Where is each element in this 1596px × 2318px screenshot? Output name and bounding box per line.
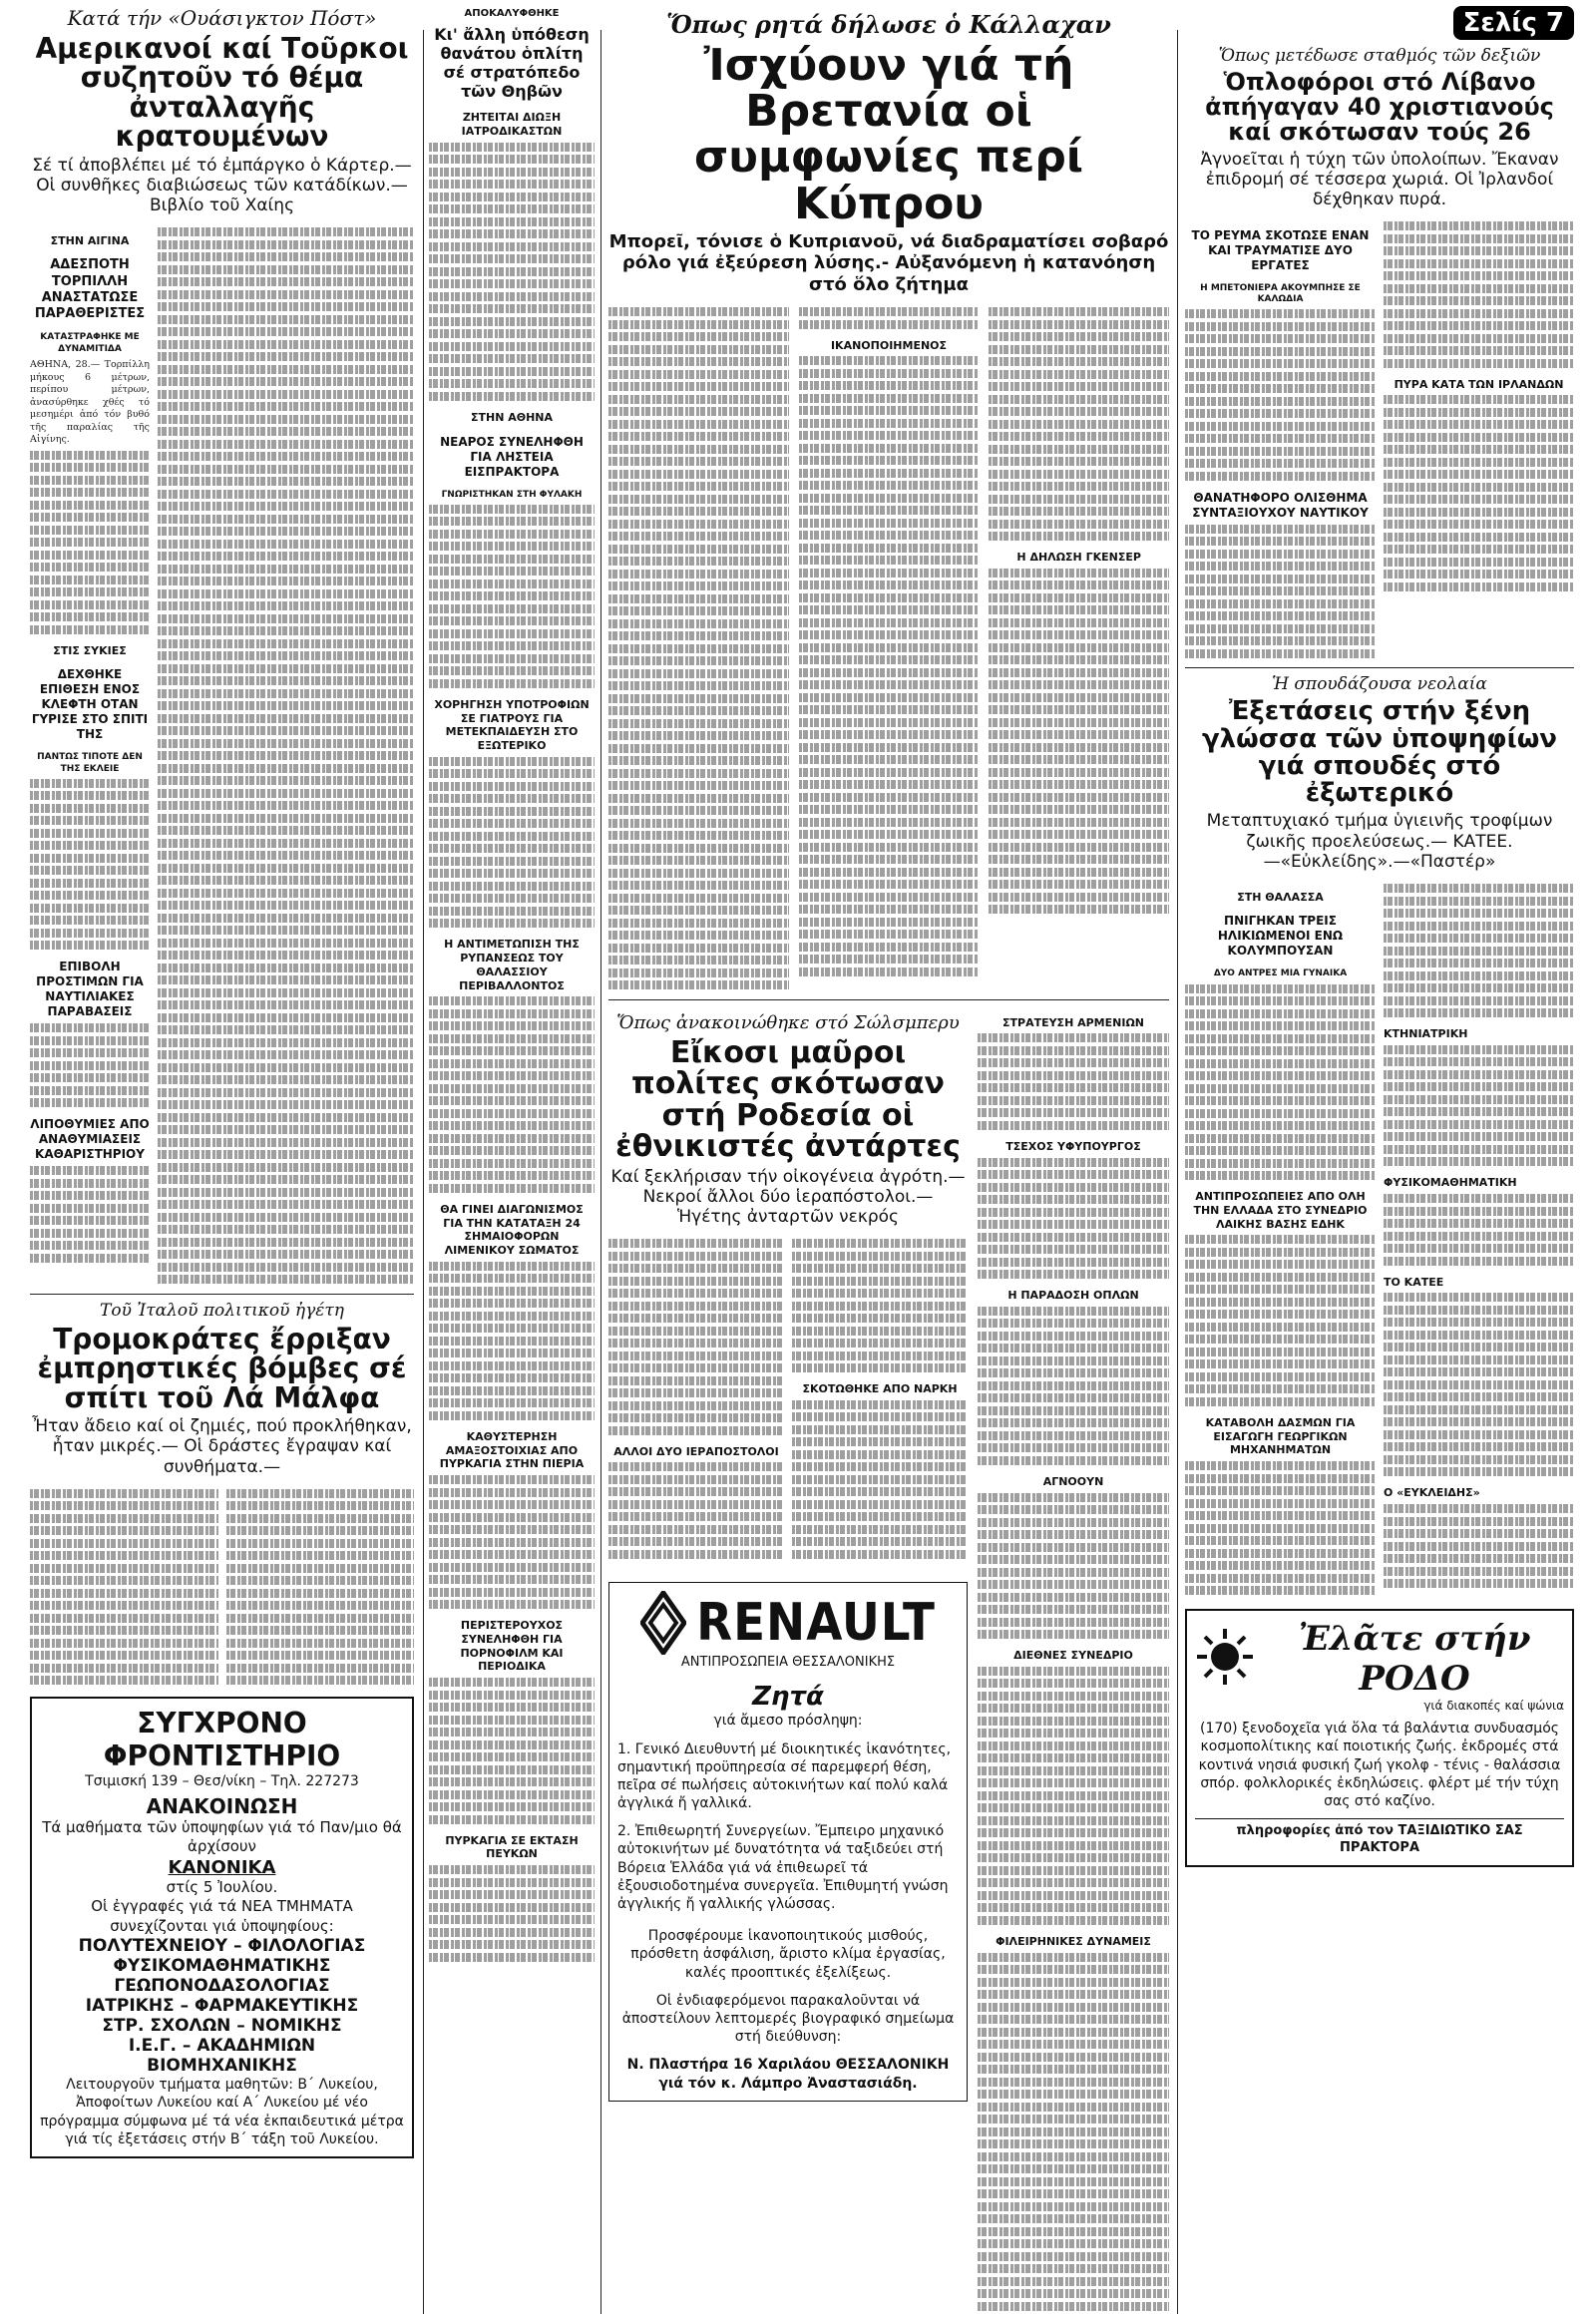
section-headline: ΔΕΧΘΗΚΕ ΕΠΙΘΕΣΗ ΕΝΟΣ ΚΛΕΦΤΗ ΟΤΑΝ ΓΥΡΙΣΕ ΣΤΟ ΣΠΙΤΙ ΤΗΣ	[31, 667, 149, 742]
section-heading: ΚΤΗΝΙΑΤΡΙΚΗ	[1384, 1027, 1468, 1041]
section-heading: ΣΤΗΝ ΑΙΓΙΝΑ	[50, 233, 130, 247]
article-headline: Ὁπλοφόροι στό Λίβανο ἀπήγαγαν 40 χριστιανούς καί σκότωσαν τούς 26	[1205, 68, 1554, 147]
text-block	[1185, 881, 1376, 1599]
article-headline: Κι' ἄλλη ὑπόθεση θανάτου ὁπλίτη σέ στρατόπεδο τῶν Θηβῶν	[434, 24, 590, 102]
section-heading: ΣΚΟΤΩΘΗΚΕ ΑΠΟ ΝΑΡΚΗ	[802, 1382, 958, 1396]
ad-address: Ν. Πλαστήρα 16 Χαριλάου ΘΕΣΣΑΛΟΝΙΚΗ γιά τόν κ. Λάμπρο Ἀναστασιάδη.	[626, 2057, 950, 2092]
section-subhead: Η ΜΠΕΤΟΝΙΕΡΑ ΑΚΟΥΜΠΗΣΕ ΣΕ ΚΑΛΩΔΙΑ	[1200, 282, 1361, 304]
section-subhead: ΠΑΝΤΩΣ ΤΙΠΟΤΕ ΔΕΝ ΤΗΣ ΕΚΛΕΙΕ	[37, 752, 143, 774]
section-headline: Η ΑΝΤΙΜΕΤΩΠΙΣΗ ΤΗΣ ΡΥΠΑΝΣΕΩΣ ΤΟΥ ΘΑΛΑΣΣΙΟΥ ΠΕΡΙΒΑΛΛΟΝΤΟΣ	[444, 938, 580, 992]
section-heading: Η ΔΗΛΩΣΗ ΓΚΕΝΣΕΡ	[1016, 551, 1141, 565]
section-heading: ΖΗΤΕΙΤΑΙ ΔΙΩΞΗ ΙΑΤΡΟΔΙΚΑΣΤΩΝ	[461, 111, 563, 138]
text-block	[429, 1865, 595, 1962]
section-headline: ΠΕΡΙΣΤΕΡΟΥΧΟΣ ΣΥΝΕΛΗΦΘΗ ΓΙΑ ΠΟΡΝΟΦΙΛΜ ΚΑΙ ΠΕΡΙΟΔΙΚΑ	[460, 1619, 564, 1674]
ad-seek: Ζητά	[752, 1682, 824, 1713]
text-block	[608, 304, 789, 993]
text-block	[989, 304, 1169, 993]
article-body: ΑΘΗΝΑ, 28.— Τορπίλλη μήκους 6 μέτρων, περίπου μέτρων, ἀνασύρθηκε χθές τό μεσημέρι ἀπό τόν βυθό τῆς παραλίας τῆς Αἰγίνης.	[30, 358, 150, 446]
text-block	[608, 1236, 784, 1563]
section-headline: ΑΔΕΣΠΟΤΗ ΤΟΡΠΙΛΛΗ ΑΝΑΣΤΑΤΩΣΕ ΠΑΡΑΘΕΡΙΣΤΕΣ	[34, 257, 146, 322]
section-headline: ΝΕΑΡΟΣ ΣΥΝΕΛΗΦΘΗ ΓΙΑ ΛΗΣΤΕΙΑ ΕΙΣΠΡΑΚΤΟΡΑ	[440, 434, 584, 479]
text-block	[1384, 881, 1574, 1599]
ad-program-item: ΙΑΤΡΙΚΗΣ – ΦΑΡΜΑΚΕΥΤΙΚΗΣ	[85, 1996, 359, 2017]
ad-line: Οἱ ἐγγραφές γιά τά ΝΕΑ ΤΜΗΜΑΤΑ συνεχίζονται γιά ὑποψηφίους:	[91, 1897, 353, 1935]
section-headline: ΑΝΤΙΠΡΟΣΩΠΕΙΕΣ ΑΠΟ ΟΛΗ ΤΗΝ ΕΛΛΑΔΑ ΣΤΟ ΣΥΝΕΔΡΙΟ ΛΑΙΚΗΣ ΒΑΣΗΣ ΕΔΗΚ	[1193, 1190, 1368, 1231]
section-heading: Ο «ΕΥΚΛΕΙΔΗΣ»	[1384, 1486, 1480, 1500]
article-deck: Ἀγνοεῖται ἡ τύχη τῶν ὑπολοίπων. Ἔκαναν ἐπιδρομή σέ τέσσερα χωριά. Οἱ Ἰρλανδοί δέχθηκαν πυρά.	[1200, 149, 1559, 210]
ad-title: Ἐλᾶτε στήν ΡΟΔΟ	[1298, 1618, 1531, 1699]
article-headline: Ἐξετάσεις στήν ξένη γλώσσα τῶν ὑποψηφίων γιά σπουδές στό ἐξωτερικό	[1201, 696, 1558, 809]
ad-program-item: Ι.Ε.Γ. – ΑΚΑΔΗΜΙΩΝ	[128, 2036, 316, 2057]
ad-offer: Προσφέρουμε ἱκανοποιητικούς μισθούς, πρόσθετη ἀσφάλιση, ἄριστο κλίμα ἐργασίας, καλές προοπτικές ἐξελίξεως.	[630, 1928, 946, 1981]
text-block	[792, 1236, 968, 1563]
section-headline: ΕΠΙΒΟΛΗ ΠΡΟΣΤΙΜΩΝ ΓΙΑ ΝΑΥΤΙΛΙΑΚΕΣ ΠΑΡΑΒΑΣΕΙΣ	[36, 960, 144, 1019]
text-block	[429, 143, 595, 401]
text-block	[429, 1475, 595, 1609]
section-heading: Η ΠΑΡΑΔΟΣΗ ΟΠΛΩΝ	[1007, 1289, 1139, 1303]
ad-program-list	[40, 1936, 404, 2076]
article-headline: Ἰσχύουν γιά τή Βρετανία οἱ συμφωνίες περί Κύπρου	[694, 40, 1083, 229]
section-heading: ΙΚΑΝΟΠΟΙΗΜΕΝΟΣ	[830, 338, 948, 352]
article-headline: Εἴκοσι μαῦροι πολίτες σκότωσαν στή Ροδεσία οἱ ἐθνικιστές ἀντάρτες	[615, 1034, 961, 1165]
article-headline: Αμερικανοί καί Τοῦρκοι συζητοῦν τό θέμα ἀνταλλαγῆς κρατουμένων	[35, 32, 409, 154]
article-deck: Καί ξεκλήρισαν τήν οἰκογένεια ἀγρότη.—Νεκροί ἄλλοι δύο ἱεραπόστολοι.— Ἡγέτης ἀνταρτῶν νεκρός	[610, 1166, 966, 1228]
section-heading: ΣΤΡΑΤΕΥΣΗ ΑΡΜΕΝΙΩΝ	[1001, 1015, 1145, 1029]
article-deck: Μπορεῖ, τόνισε ὁ Κυπριανοῦ, νά διαδραματίσει σοβαρό ρόλο γιά ἐξεύρεση λύσης.- Αὐξανόμενη ἡ κατανόηση στό ὅλο ζήτημα	[608, 230, 1169, 295]
ad-renault	[608, 1582, 968, 2101]
section-subhead: ΔΥΟ ΑΝΤΡΕΣ ΜΙΑ ΓΥΝΑΙΚΑ	[1213, 968, 1348, 979]
column-4	[1185, 0, 1574, 2318]
section-headline: ΤΟ ΡΕΥΜΑ ΣΚΟΤΩΣΕ ΕΝΑΝ ΚΑΙ ΤΡΑΥΜΑΤΙΣΕ ΔΥΟ ΕΡΓΑΤΕΣ	[1191, 227, 1370, 272]
article-headline: Τρομοκράτες ἔρριξαν ἐμπρηστικές βόμβες σέ σπίτι τοῦ Λά Μάλφα	[37, 1322, 407, 1414]
page-logo: Σελίς 7	[1453, 6, 1574, 40]
ad-address: Τσιμισκή 139 – Θεσ/νίκη – Τηλ. 227273	[85, 1772, 359, 1789]
section-headline: ΘΑ ΓΙΝΕΙ ΔΙΑΓΩΝΙΣΜΟΣ ΓΙΑ ΤΗΝ ΚΑΤΑΤΑΞΗ 24 ΣΗΜΑΙΟΦΟΡΩΝ ΛΙΜΕΝΙΚΟΥ ΣΩΜΑΤΟΣ	[440, 1202, 584, 1257]
ad-apply: Οἱ ἐνδιαφερόμενοι παρακαλοῦνται νά ἀποστείλουν λεπτομερές βιογραφικό σημείωμα στή διεύθυνση:	[621, 1992, 955, 2046]
text-block	[30, 1485, 414, 1689]
ad-rodos	[1185, 1609, 1574, 1867]
article-kicker: Ὅπως ρητά δήλωσε ὁ Κάλλαχαν	[666, 10, 1111, 39]
ad-program-item: ΦΥΣΙΚΟΜΑΘΗΜΑΤΙΚΗΣ	[113, 1956, 331, 1977]
article-deck: Ἦταν ἄδειο καί οἱ ζημιές, πού προκλήθηκαν, ἦταν μικρές.— Οἱ δράστες ἔγραψαν καί συνθήματα.—	[32, 1415, 412, 1477]
article-kicker: Κατά τήν «Ουάσιγκτον Πόστ»	[67, 6, 377, 30]
column-rule	[1177, 30, 1178, 2314]
section-heading: ΣΤΗΝ ΑΘΗΝΑ	[470, 410, 554, 424]
section-heading: ΑΛΛΟΙ ΔΥΟ ΙΕΡΑΠΟΣΤΟΛΟΙ	[613, 1444, 779, 1458]
ad-footer: πληροφορίες ἀπό τον ΤΑΞΙΔΙΩΤΙΚΟ ΣΑΣ ΠΡΑΚΤΟΡΑ	[1195, 1818, 1564, 1857]
section-heading: ΣΤΙΣ ΣΥΚΙΕΣ	[53, 643, 127, 657]
ad-line: στίς 5 Ἰουλίου.	[166, 1877, 278, 1896]
article-kicker: ΑΠΟΚΑΛΥΦΘΗΚΕ	[464, 8, 560, 19]
text-block	[158, 224, 414, 1288]
text-block	[1185, 218, 1376, 662]
ad-program-item: ΒΙΟΜΗΧΑΝΙΚΗΣ	[147, 2056, 297, 2077]
ad-body: (170) ξενοδοχεῖα γιά ὅλα τά βαλάντια συνδυασμός κοσμοπολίτικης καί ποιοτικής ζωής. ἐκδρομές στά κοντινά νησιά φυσική ζωή γκολφ - τένις - θαλάσσια σπόρ. φολκλορικές ἐκδηλώσεις. φλέρτ μέ τήν τύχη σας στό καζίνο.	[1198, 1721, 1561, 1809]
section-heading: ΤΟ ΚΑΤΕΕ	[1384, 1275, 1444, 1289]
text-block	[429, 757, 595, 929]
article-kicker: Ὅπως μετέδωσε σταθμός τῶν δεξιῶν	[1218, 46, 1541, 66]
column-3	[608, 0, 1169, 2318]
ad-seek-sub: γιά ἄμεσο πρόσληψη:	[713, 1713, 863, 1730]
ad-program-item: ΣΤΡ. ΣΧΟΛΩΝ – ΝΟΜΙΚΗΣ	[102, 2016, 342, 2037]
section-heading: ΦΥΣΙΚΟΜΑΘΗΜΑΤΙΚΗ	[1384, 1176, 1517, 1190]
ad-brand: RENAULT	[696, 1593, 936, 1654]
section-heading: ΑΓΝΟΟΥΝ	[1042, 1474, 1104, 1488]
text-block	[429, 996, 595, 1193]
article-kicker: Ὅπως ἀνακοινώθηκε στό Σώλσμπερυ	[616, 1011, 960, 1033]
ad-frontistirio	[30, 1697, 414, 2158]
ad-title: ΣΥΓΧΡΟΝΟ ΦΡΟΝΤΙΣΤΗΡΙΟ	[103, 1706, 341, 1772]
ad-item: 2. Ἐπιθεωρητή Συνεργείων. Ἔμπειρο μηχανικό αὐτοκινήτων μέ δυνατότητα νά ταξιδεύει στή Βόρεια Ἑλλάδα γιά νά ἐπιθεωρεῖ τά ἐξουσιοδοτημένα συνεργεῖα. Ἐπιθυμητή γνώση ἀγγλικής ἤ γαλλικής γλώσσας.	[617, 1823, 949, 1913]
section-heading: ΦΙΛΕΙΡΗΝΙΚΕΣ ΔΥΝΑΜΕΙΣ	[996, 1934, 1151, 1948]
ad-item: 1. Γενικό Διευθυντή μέ διοικητικές ἱκανότητες, σημαντική προϋπηρεσία σέ παρεμφερή θέση, πεῖρα σέ πωλήσεις αὐτοκινήτων καί πολύ καλά ἀγγλικά ἤ γαλλικά.	[617, 1740, 952, 1812]
article-deck: Σέ τί ἀποβλέπει μέ τό ἐμπάργκο ὁ Κάρτερ.— Οἱ συνθῆκες διαβιώσεως τῶν κατάδίκων.— Βιβλίο τοῦ Χαίης	[32, 155, 412, 216]
column-1	[30, 0, 414, 2318]
section-headline: ΛΙΠΟΘΥΜΙΕΣ ΑΠΟ ΑΝΑΘΥΜΙΑΣΕΙΣ ΚΑΘΑΡΙΣΤΗΡΙΟΥ	[30, 1117, 150, 1162]
ad-line: Τά μαθήματα τῶν ὑποψηφίων γιά τό Παν/μιο θά ἀρχίσουν	[42, 1817, 402, 1856]
text-block	[429, 1262, 595, 1420]
sun-icon	[1195, 1627, 1255, 1691]
ad-notice: ΑΝΑΚΟΙΝΩΣΗ	[146, 1793, 298, 1818]
ad-tagline: ΑΝΤΙΠΡΟΣΩΠΕΙΑ ΘΕΣΣΑΛΟΝΙΚΗΣ	[680, 1655, 896, 1671]
text-block	[429, 1678, 595, 1824]
column-rule	[600, 30, 601, 2314]
ad-program-item: ΓΕΩΠΟΝΟΔΑΣΟΛΟΓΙΑΣ	[114, 1976, 330, 1997]
ad-emphasis: ΚΑΝΟΝΙΚΑ	[168, 1856, 276, 1878]
section-headline: ΠΝΙΓΗΚΑΝ ΤΡΕΙΣ ΗΛΙΚΙΩΜΕΝΟΙ ΕΝΩ ΚΟΛΥΜΠΟΥΣΑΝ	[1217, 914, 1344, 959]
text-block	[30, 779, 150, 951]
section-heading: ΣΤΗ ΘΑΛΑΣΣΑ	[1237, 890, 1324, 904]
renault-logo-icon	[640, 1591, 686, 1655]
text-block	[30, 1166, 150, 1263]
section-heading: ΔΙΕΘΝΕΣ ΣΥΝΕΔΡΙΟ	[1013, 1649, 1133, 1663]
column-2	[429, 0, 595, 2318]
article-deck: Μεταπτυχιακό τμήμα ὑγιεινῆς τροφίμων ζωικῆς προελεύσεως.— ΚΑΤΕΕ.—«Εὐκλείδης».—«Παστέρ»	[1206, 811, 1553, 873]
ad-line: Λειτουργοῦν τμήματα μαθητῶν: Β΄ Λυκείου, Ἀποφοίτων Λυκείου καί Α΄ Λυκείου μέ νέο πρόγραμμα σύμφωνα μέ τά νέα ἐκπαιδευτικά μέτρα γιά τίς ἐξετάσεις στήν Β΄ τάξη τοῦ Λυκείου.	[40, 2077, 404, 2147]
section-subhead: ΓΝΩΡΙΣΤΗΚΑΝ ΣΤΗ ΦΥΛΑΚΗ	[441, 489, 583, 500]
section-headline: ΚΑΘΥΣΤΕΡΗΣΗ ΑΜΑΞΟΣΤΟΙΧΙΑΣ ΑΠΟ ΠΥΡΚΑΓΙΑ ΣΤΗΝ ΠΙΕΡΙΑ	[439, 1429, 585, 1471]
ad-program-item: ΠΟΛΥΤΕΧΝΕΙΟΥ – ΦΙΛΟΛΟΓΙΑΣ	[78, 1936, 366, 1957]
section-headline: ΠΥΡΚΑΓΙΑ ΣΕ ΕΚΤΑΣΗ ΠΕΥΚΩΝ	[445, 1833, 579, 1861]
article-kicker: Τοῦ Ἰταλοῦ πολιτικοῦ ἡγέτη	[100, 1300, 344, 1321]
section-headline: ΚΑΤΑΒΟΛΗ ΔΑΣΜΩΝ ΓΙΑ ΕΙΣΑΓΩΓΗ ΓΕΩΡΓΙΚΩΝ ΜΗΧΑΝΗΜΑΤΩΝ	[1205, 1415, 1356, 1457]
text-block	[30, 451, 150, 634]
section-subhead: ΚΑΤΑΣΤΡΑΦΗΚΕ ΜΕ ΔΥΝΑΜΙΤΙΔΑ	[40, 332, 140, 354]
section-headline: ΧΟΡΗΓΗΣΗ ΥΠΟΤΡΟΦΙΩΝ ΣΕ ΓΙΑΤΡΟΥΣ ΓΙΑ ΜΕΤΕΚΠΑΙΔΕΥΣΗ ΣΤΟ ΕΞΩΤΕΡΙΚΟ	[434, 697, 590, 752]
section-headline: ΘΑΝΑΤΗΦΟΡΟ ΟΛΙΣΘΗΜΑ ΣΥΝΤΑΞΙΟΥΧΟΥ ΝΑΥΤΙΚΟΥ	[1192, 490, 1369, 520]
column-rule	[423, 30, 424, 2314]
ad-tagline: γιά διακοπές καί ψώνια	[1423, 1698, 1564, 1713]
text-block	[799, 304, 980, 993]
text-block	[30, 1023, 150, 1107]
text-block	[1384, 218, 1574, 662]
section-heading: ΠΥΡΑ ΚΑΤΑ ΤΩΝ ΙΡΛΑΝΔΩΝ	[1394, 377, 1564, 391]
section-heading: ΤΣΕΧΟΣ ΥΦΥΠΟΥΡΓΟΣ	[1005, 1139, 1141, 1153]
text-block	[978, 1006, 1169, 2315]
article-kicker: Ἡ σπουδάζουσα νεολαία	[1272, 674, 1487, 695]
text-block	[429, 505, 595, 688]
